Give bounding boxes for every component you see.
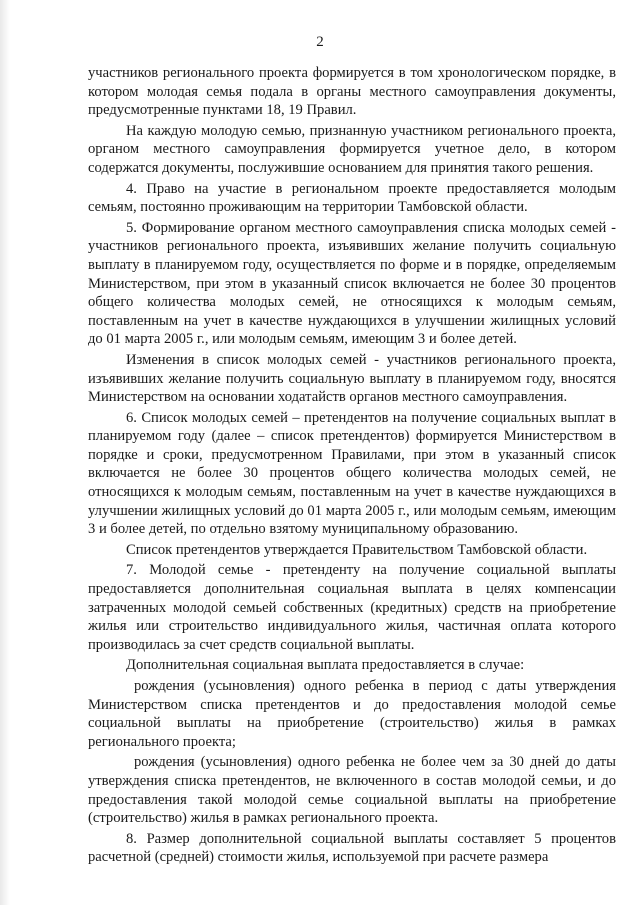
paragraph-case-birth-before-approval: рождения (усыновления) одного ребенка не более чем за 30 дней до даты утверждения списка претендентов, не включенного в состав молодой семьи, и до предоставления такой молодой семье социальной выплаты на приобретение (строительство) жилья в рамках регионального проекта.: [88, 754, 616, 827]
paragraph-continuation: участников регионального проекта формируется в том хронологическом порядке, в котором молодая семья подала в органы местного самоуправления документы, предусмотренные пунктами 18, 19 Правил.: [88, 65, 616, 119]
paragraph-additional-payment-cases: Дополнительная социальная выплата предоставляется в случае:: [126, 657, 525, 674]
paragraph-list-changes: Изменения в список молодых семей - участников регионального проекта, изъявивших желание получить социальную выплату в планируемом году, вносятся Министерством на основании ходатайств органов местного самоуправления.: [88, 351, 616, 406]
paragraph-list-approval: Список претендентов утверждается Правительством Тамбовской области.: [126, 541, 588, 558]
paragraph-case-file: На каждую молодую семью, признанную участником регионального проекта, органом местного самоуправления формируется учетное дело, в котором содержатся документы, послужившие основанием для принятия такого решения.: [88, 122, 616, 176]
paragraph-case-birth-after-approval: рождения (усыновления) одного ребенка в период с даты утверждения Министерством списка претендентов и до предоставления молодой семье социальной выплаты на приобретение (строительство) жилья в рамках регионального проекта;: [88, 678, 616, 750]
paragraph-item-7: 7. Молодой семье - претенденту на получение социальной выплаты предоставляется дополнительная социальная выплата в целях компенсации затраченных молодой семьей собственных (кредитных) средств на приобретение жилья или строительство индивидуального жилья, частичная оплата которого производилась за счет средств социальной выплаты.: [88, 562, 616, 653]
paragraph-item-5: 5. Формирование органом местного самоуправления списка молодых семей - участников регионального проекта, изъявивших желание получить социальную выплату в планируемом году, осуществляется по форме и в порядке, определяемым Министерством, при этом в указанный список включается не более 30 процентов общего количества молодых семей, не относящихся к молодым семьям, поставленным на учет в качестве нуждающихся в улучшении жилищных условий до 01 марта 2005 г., или молодым семьям, имеющим 3 и более детей.: [88, 219, 616, 348]
scan-edge: [0, 0, 10, 905]
paragraph-item-4: 4. Право на участие в региональном проекте предоставляется молодым семьям, постоянно проживающим на территории Тамбовской области.: [88, 180, 616, 216]
document-body: [88, 64, 616, 869]
paragraph-item-8: 8. Размер дополнительной социальной выплаты составляет 5 процентов расчетной (средней) стоимости жилья, используемой при расчете размера: [88, 830, 616, 866]
page-number: 2: [316, 34, 324, 50]
paragraph-item-6: 6. Список молодых семей – претендентов на получение социальных выплат в планируемом году (далее – список претендентов) формируется Министерством в порядке и сроки, предусмотренном Правилами, при этом в указанный список включается не более 30 процентов общего количества молодых семей, не относящихся к молодым семьям, поставленным на учет в качестве нуждающихся в улучшении жилищных условий до 01 марта 2005 г., или молодым семьям, имеющим 3 и более детей, по отдельно взятому муниципальному образованию.: [88, 409, 616, 538]
